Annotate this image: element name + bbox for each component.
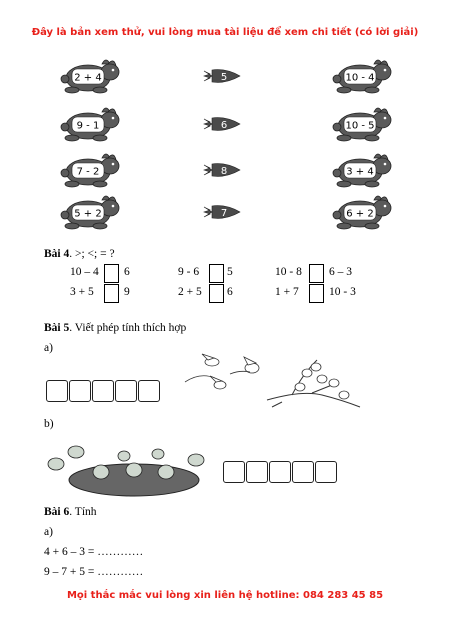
rabbit-left-1 <box>58 58 122 94</box>
bai4-right-expr: 6 <box>227 286 233 298</box>
bai4-heading <box>44 248 115 260</box>
bai4-left-expr: 10 - 8 <box>275 266 302 278</box>
bai6-heading <box>44 506 97 518</box>
answer-box[interactable] <box>46 380 68 402</box>
rabbit-left-2 <box>58 106 122 142</box>
bai6-part-a: a) <box>44 526 53 538</box>
footer-notice: Mọi thắc mắc vui lòng xin liên hệ hotline: 084 283 45 85 <box>66 590 384 601</box>
carrot-2-label: 6 <box>220 120 228 131</box>
bai4-right-expr: 10 - 3 <box>329 286 356 298</box>
comparison-answer-box[interactable] <box>104 264 119 283</box>
rabbit-left-3 <box>58 152 122 188</box>
comparison-answer-box[interactable] <box>209 284 224 303</box>
frogs-on-leaf-illustration <box>46 440 216 502</box>
bai4-left-expr: 1 + 7 <box>275 286 299 298</box>
rabbit-left-2-label: 9 - 1 <box>76 120 100 132</box>
carrot-3 <box>202 160 242 180</box>
bai4-right-expr: 6 <box>124 266 130 278</box>
rabbit-right-1 <box>330 58 394 94</box>
bai4-title: Bài 4 <box>44 248 70 260</box>
rabbit-right-3 <box>330 152 394 188</box>
answer-box[interactable] <box>269 461 291 483</box>
comparison-answer-box[interactable] <box>309 264 324 283</box>
bai4-left-expr: 9 - 6 <box>178 266 200 278</box>
rabbit-right-1-label: 10 - 4 <box>345 72 375 84</box>
bai4-left-expr: 2 + 5 <box>178 286 202 298</box>
rabbit-left-3-label: 7 - 2 <box>76 166 100 178</box>
comparison-answer-box[interactable] <box>209 264 224 283</box>
rabbit-right-2 <box>330 106 394 142</box>
answer-box[interactable] <box>69 380 91 402</box>
bai6-line-2: 9 – 7 + 5 = ………… <box>44 566 144 578</box>
bai5-instruction: . Viết phép tính thích hợp <box>69 322 187 334</box>
carrot-4-label: 7 <box>220 208 228 219</box>
bai4-right-expr: 5 <box>227 266 233 278</box>
rabbit-right-3-label: 3 + 4 <box>346 166 374 178</box>
bai4-left-expr: 3 + 5 <box>70 286 94 298</box>
bai4-right-expr: 9 <box>124 286 130 298</box>
rabbit-right-4 <box>330 194 394 230</box>
answer-box[interactable] <box>292 461 314 483</box>
bai4-right-expr: 6 – 3 <box>329 266 352 278</box>
rabbit-right-2-label: 10 - 5 <box>345 120 375 132</box>
carrot-4 <box>202 202 242 222</box>
bai4-left-expr: 10 – 4 <box>70 266 99 278</box>
answer-box[interactable] <box>92 380 114 402</box>
birds-on-branch-illustration <box>262 355 362 410</box>
bai5-heading <box>44 322 186 334</box>
comparison-answer-box[interactable] <box>104 284 119 303</box>
rabbit-left-1-label: 2 + 4 <box>74 72 102 84</box>
comparison-answer-box[interactable] <box>309 284 324 303</box>
bai5-part-b: b) <box>44 418 54 430</box>
answer-box[interactable] <box>138 380 160 402</box>
answer-box[interactable] <box>246 461 268 483</box>
bai6-title: Bài 6 <box>44 506 70 518</box>
carrot-3-label: 8 <box>220 166 228 177</box>
bai6-line-1: 4 + 6 – 3 = ………… <box>44 546 144 558</box>
rabbit-right-4-label: 6 + 2 <box>346 208 374 220</box>
carrot-1 <box>202 66 242 86</box>
answer-box[interactable] <box>115 380 137 402</box>
bai5-part-a: a) <box>44 342 53 354</box>
bai4-instruction: . >; <; = ? <box>69 248 115 260</box>
bai6-instruction: . Tính <box>69 506 97 518</box>
answer-box[interactable] <box>223 461 245 483</box>
rabbit-left-4 <box>58 194 122 230</box>
bai5-title: Bài 5 <box>44 322 70 334</box>
carrot-1-label: 5 <box>220 72 228 83</box>
answer-box[interactable] <box>315 461 337 483</box>
header-notice: Đây là bản xem thử, vui lòng mua tài liệu để xem chi tiết (có lời giải) <box>31 27 419 38</box>
carrot-2 <box>202 114 242 134</box>
rabbit-left-4-label: 5 + 2 <box>74 208 102 220</box>
